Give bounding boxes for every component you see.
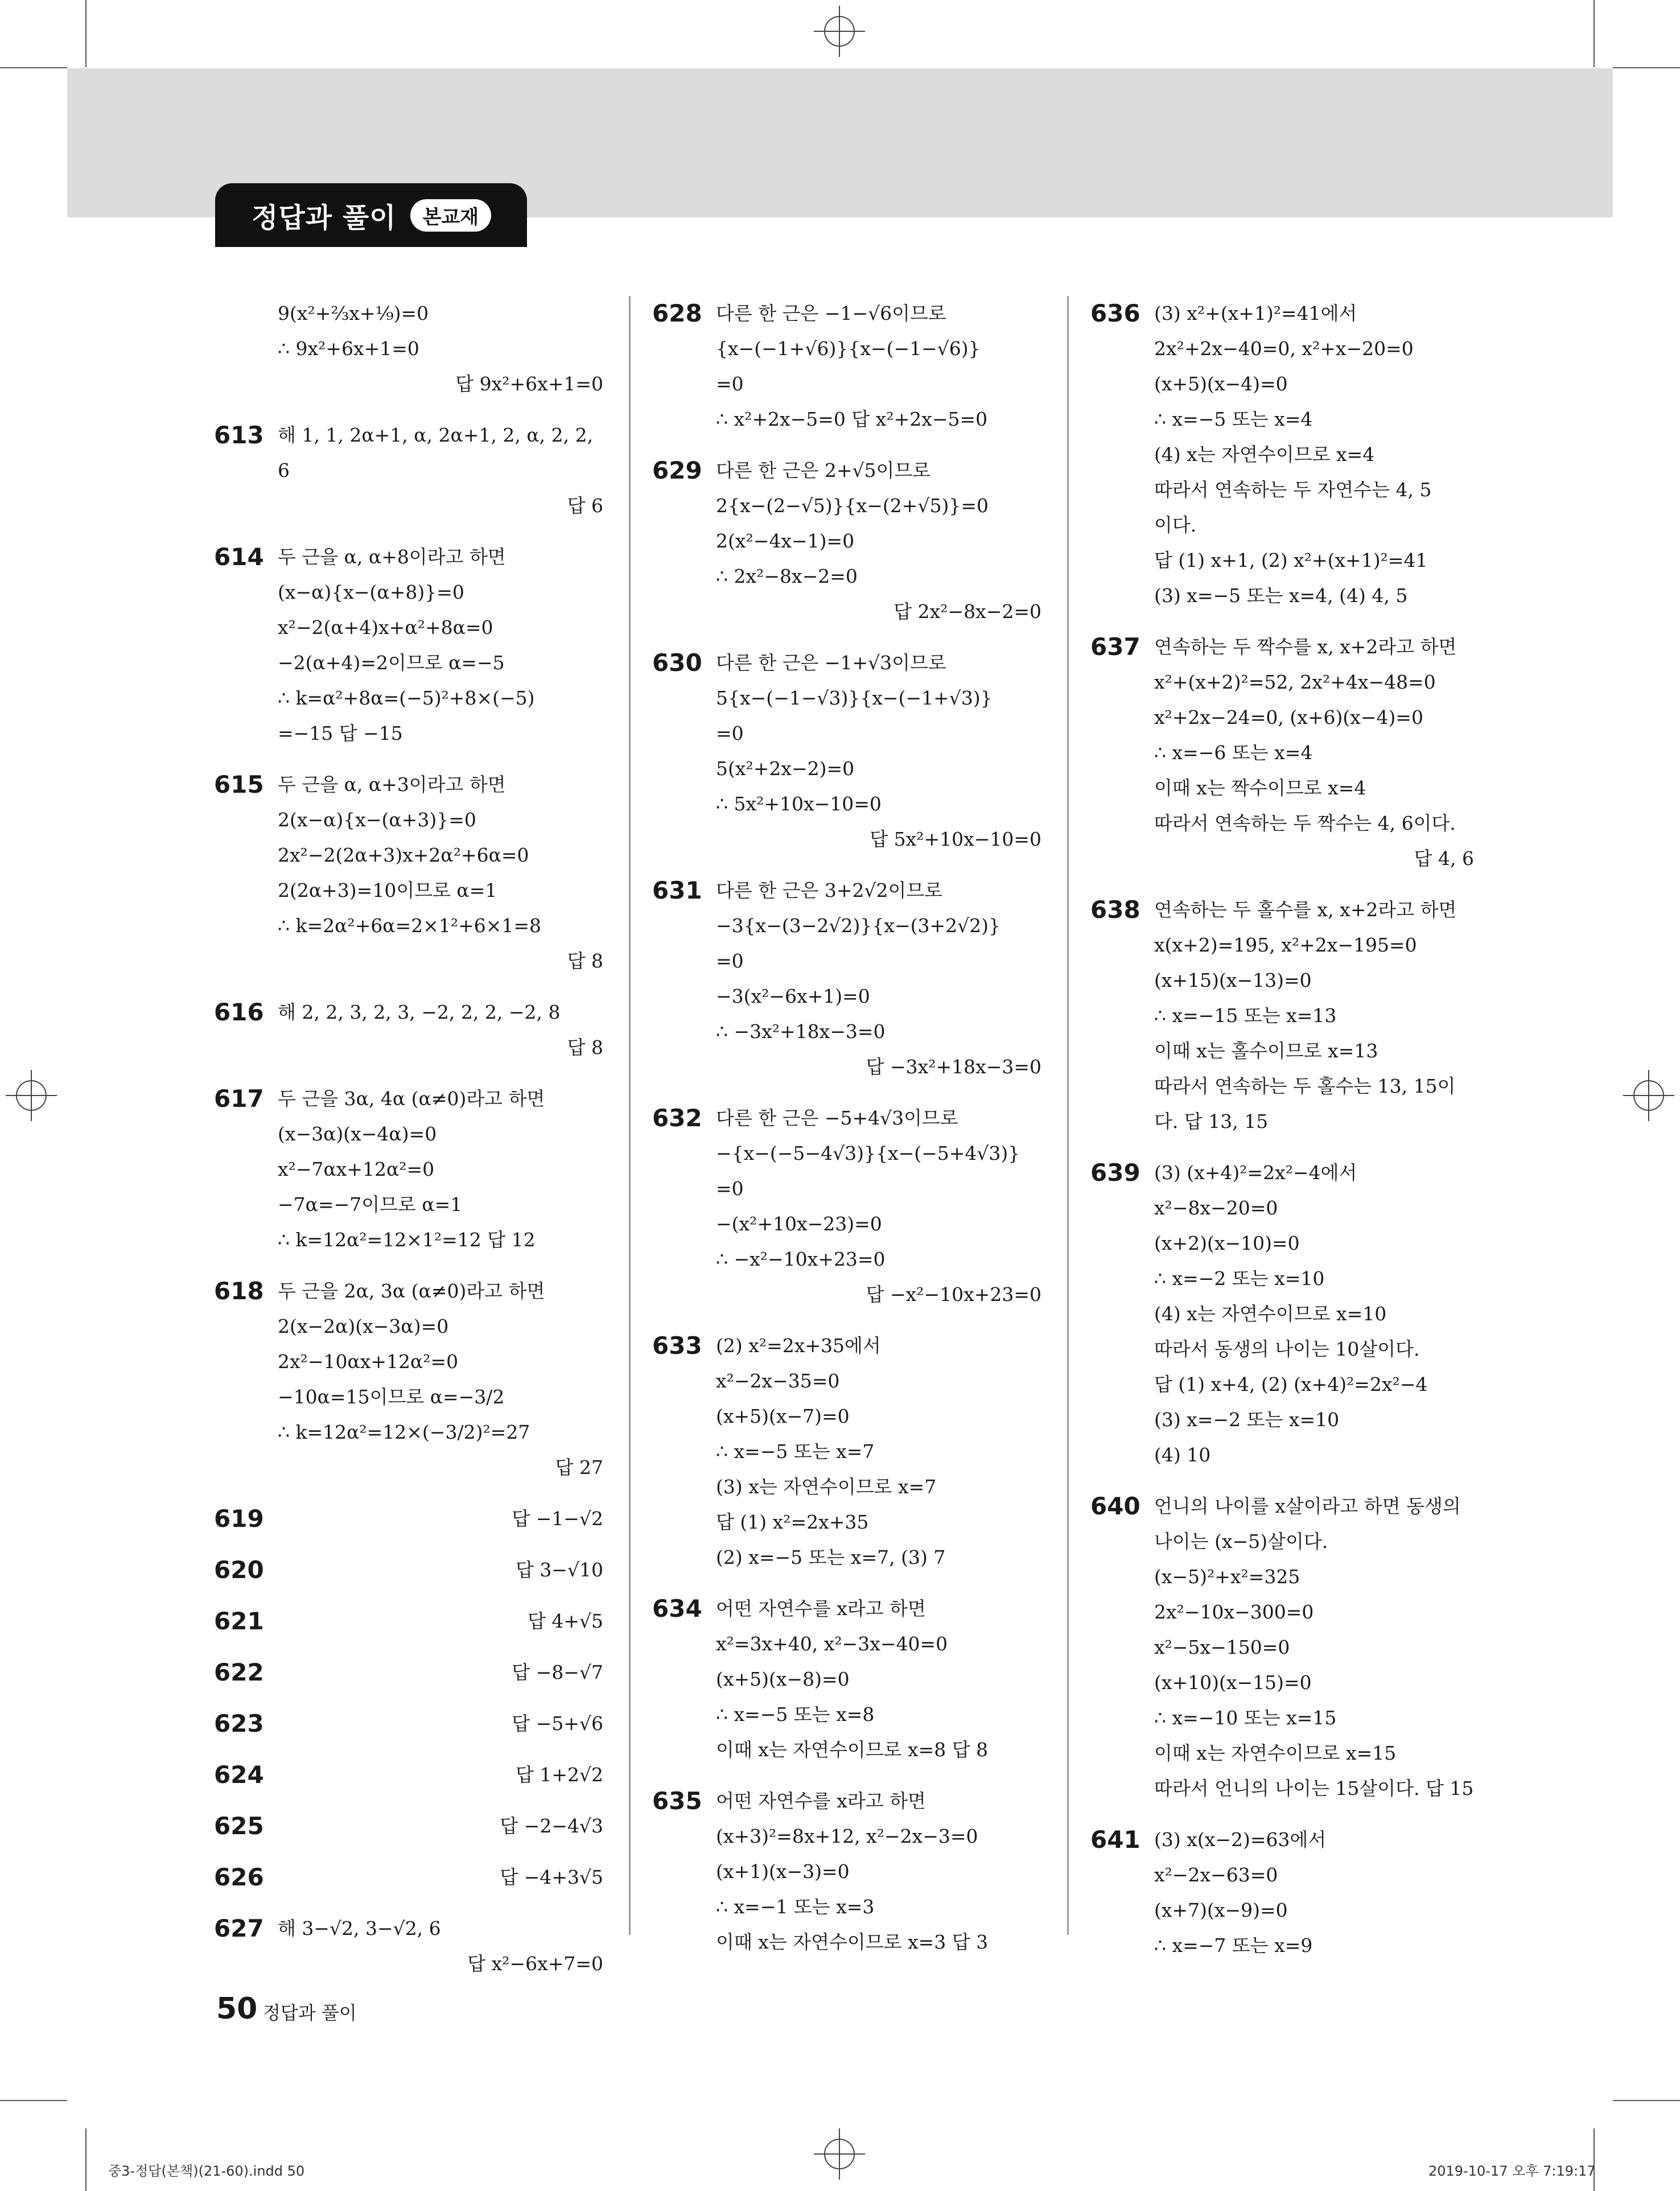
registration-mark-icon [814,2128,865,2180]
registration-mark-icon [814,6,865,57]
answer-line: 답 (1) x²=2x+35 [716,1511,869,1533]
problem-number: 628 [652,299,702,327]
solution-line: ∴ x=−10 또는 x=15 [1154,1707,1337,1729]
answer-item [216,1809,603,1844]
answer-line: 답 5x²+10x−10=0 [870,828,1041,850]
answer-line: 답 4+√5 [527,1610,603,1632]
problem-number: 629 [652,456,702,484]
answer-line: 답 (1) x+1, (2) x²+(x+1)²=41 [1154,549,1428,571]
solution-line: −{x−(−5−4√3)}{x−(−5+4√3)} [716,1142,1020,1164]
solution-line: 어떤 자연수를 x라고 하면 [716,1597,926,1620]
answer-item [216,1081,603,1258]
problem-number: 641 [1090,1826,1140,1854]
solution-line: ∴ k=α²+8α=(−5)²+8×(−5) [278,687,535,709]
answer-item [1090,296,1474,613]
problem-number: 615 [214,771,264,798]
solution-line: (x−3α)(x−4α)=0 [278,1123,437,1145]
solution-line: ∴ −3x²+18x−3=0 [716,1020,886,1043]
problem-number: 630 [652,649,702,677]
problem-number: 639 [1090,1159,1140,1187]
answer-column-1 [216,296,603,1998]
solution-line: 2(2α+3)=10이므로 α=1 [278,879,497,901]
answer-line: 답 2x²−8x−2=0 [893,600,1041,623]
solution-line: 따라서 언니의 나이는 15살이다. 답 15 [1154,1777,1474,1799]
answer-item [216,1911,603,1982]
problem-number: 636 [1090,299,1140,327]
solution-line: ∴ k=12α²=12×(−3/2)²=27 [278,1421,530,1443]
answer-column-3 [1090,296,1474,1979]
solution-line: 이때 x는 자연수이므로 x=8 답 8 [716,1739,989,1761]
solution-line: =−15 답 −15 [278,722,403,744]
solution-line: x²−5x−150=0 [1154,1636,1290,1658]
registration-mark-icon [6,1070,57,1121]
problem-number: 635 [652,1787,702,1815]
solution-line: 연속하는 두 짝수를 x, x+2라고 하면 [1154,636,1457,658]
solution-line: 이때 x는 자연수이므로 x=15 [1154,1742,1397,1764]
solution-line: =0 [716,950,744,972]
solution-line: ∴ x=−1 또는 x=3 [716,1896,875,1918]
solution-line: 2x²−10αx+12α²=0 [278,1350,459,1373]
problem-number: 623 [214,1710,264,1737]
solution-line: 5(x²+2x−2)=0 [716,757,855,780]
solution-line: 따라서 연속하는 두 짝수는 4, 6이다. [1154,812,1456,834]
solution-line: 두 근을 3α, 4α (α≠0)라고 하면 [278,1088,545,1110]
solution-line: x²−2x−35=0 [716,1370,840,1392]
answer-item [216,418,603,524]
solution-line: −3(x²−6x+1)=0 [716,985,870,1007]
answer-line: 답 6 [567,495,603,517]
answer-line: 답 3−√10 [515,1559,603,1581]
solution-line: 2x²−10x−300=0 [1154,1601,1314,1623]
solution-line: (4) x는 자연수이므로 x=4 [1154,443,1375,466]
solution-line: x²−2x−63=0 [1154,1864,1278,1886]
solution-line: ∴ k=2α²+6α=2×1²+6×1=8 [278,915,542,937]
solution-line: ∴ x=−5 또는 x=8 [716,1703,875,1725]
solution-line: −3{x−(3−2√2)}{x−(3+2√2)} [716,915,1000,937]
solution-line: (3) x=−5 또는 x=4, (4) 4, 5 [1154,584,1408,607]
solution-line: ∴ x=−5 또는 x=4 [1154,408,1313,430]
answer-line: 답 4, 6 [1414,847,1474,870]
answer-line: 답 −3x²+18x−3=0 [866,1056,1041,1078]
solution-line: 2x²−2(2α+3)x+2α²+6α=0 [278,844,529,866]
solution-line: 어떤 자연수를 x라고 하면 [716,1790,926,1812]
problem-number: 616 [214,998,264,1026]
solution-line: (3) x(x−2)=63에서 [1154,1828,1327,1851]
solution-line: (4) x는 자연수이므로 x=10 [1154,1303,1387,1325]
solution-line: (2) x=−5 또는 x=7, (3) 7 [716,1546,946,1568]
answer-item [1090,1489,1474,1806]
solution-line: 나이는 (x−5)살이다. [1154,1530,1328,1552]
problem-number: 633 [652,1332,702,1360]
solution-line: 두 근을 2α, 3α (α≠0)라고 하면 [278,1280,545,1302]
problem-number: 634 [652,1595,702,1622]
solution-line: =0 [716,722,744,744]
solution-line: 이때 x는 자연수이므로 x=3 답 3 [716,1931,989,1953]
answer-line: 답 −1−√2 [512,1508,603,1530]
problem-number: 617 [214,1085,264,1113]
crop-mark [1613,2100,1680,2101]
answer-line: 답 27 [555,1456,603,1478]
solution-line: ∴ 5x²+10x−10=0 [716,793,882,815]
solution-line: ∴ −x²−10x+23=0 [716,1248,886,1270]
solution-line: (x−α){x−(α+8)}=0 [278,581,464,603]
answer-item [216,767,603,979]
problem-number: 638 [1090,896,1140,924]
answer-line: 답 8 [567,1036,603,1059]
solution-line: x²+2x−24=0, (x+6)(x−4)=0 [1154,706,1424,728]
solution-line: (x+7)(x−9)=0 [1154,1899,1288,1921]
problem-number: 621 [214,1607,264,1635]
solution-line: −7α=−7이므로 α=1 [278,1193,463,1216]
crop-mark [0,2100,67,2101]
solution-line: 2(x−α){x−(α+3)}=0 [278,809,476,831]
problem-number: 613 [214,421,264,449]
solution-line: x²−8x−20=0 [1154,1197,1278,1219]
solution-line: x²+(x+2)²=52, 2x²+4x−48=0 [1154,671,1436,693]
answer-item [654,1591,1041,1768]
solution-line: (x+10)(x−15)=0 [1154,1671,1312,1694]
solution-line: 이때 x는 짝수이므로 x=4 [1154,777,1366,799]
solution-line: (x+5)(x−4)=0 [1154,373,1288,395]
answer-item [1090,1155,1474,1473]
problem-number: 632 [652,1104,702,1132]
answer-line: 답 −8−√7 [512,1661,603,1683]
solution-line: x²=3x+40, x²−3x−40=0 [716,1633,948,1655]
solution-line: (x−5)²+x²=325 [1154,1566,1300,1588]
solution-line: 6 [278,459,290,481]
solution-line: (x+2)(x−10)=0 [1154,1232,1300,1254]
registration-mark-icon [1623,1070,1674,1121]
answer-item [1090,1822,1474,1963]
solution-line: (x+15)(x−13)=0 [1154,969,1312,991]
answer-item [216,539,603,751]
solution-line: ∴ 2x²−8x−2=0 [716,565,858,587]
solution-line: 2{x−(2−√5)}{x−(2+√5)}=0 [716,495,989,517]
answer-line: 답 1+2√2 [515,1764,603,1786]
solution-line: 해 2, 2, 3, 2, 3, −2, 2, 2, −2, 8 [278,1001,561,1023]
solution-line: 해 3−√2, 3−√2, 6 [278,1917,441,1939]
solution-line: 다른 한 근은 3+2√2이므로 [716,879,943,901]
crop-mark [1613,67,1680,68]
solution-line: (3) (x+4)²=2x²−4에서 [1154,1162,1357,1184]
column-divider [629,296,631,1935]
solution-line: 이때 x는 홀수이므로 x=13 [1154,1040,1378,1062]
solution-line: (x+3)²=8x+12, x²−2x−3=0 [716,1825,978,1847]
problem-number: 618 [214,1277,264,1305]
solution-line: 언니의 나이를 x살이라고 하면 동생의 [1154,1495,1461,1517]
answer-item [654,1328,1041,1575]
answer-item [1090,629,1474,876]
section-title: 정답과 풀이 [252,201,397,234]
solution-line: 이다. [1154,514,1197,536]
solution-line: ∴ x=−15 또는 x=13 [1154,1004,1337,1027]
solution-line: ∴ k=12α²=12×1²=12 답 12 [278,1229,536,1251]
solution-line: ∴ x=−7 또는 x=9 [1154,1934,1313,1957]
solution-line: 따라서 동생의 나이는 10살이다. [1154,1338,1420,1360]
solution-line: (x+5)(x−7)=0 [716,1405,850,1427]
solution-line: 따라서 연속하는 두 자연수는 4, 5 [1154,479,1432,501]
problem-number: 627 [214,1914,264,1942]
column-divider [1067,296,1069,1935]
answer-line: 답 −4+3√5 [500,1866,603,1888]
solution-line: 다른 한 근은 −1+√3이므로 [716,652,946,674]
problem-number: 626 [214,1863,264,1891]
answer-line: 답 −x²−10x+23=0 [866,1283,1041,1305]
solution-line: (3) x²+(x+1)²=41에서 [1154,302,1357,324]
problem-number: 631 [652,876,702,904]
answer-item [216,1604,603,1639]
solution-line: ∴ x=−6 또는 x=4 [1154,742,1313,764]
solution-line: −2(α+4)=2이므로 α=−5 [278,652,505,674]
solution-line: x²−2(α+4)x+α²+8α=0 [278,616,493,639]
solution-line: 9(x²+⅔x+¹⁄₉)=0 [278,302,429,324]
section-tab [215,183,527,247]
section-badge: 본교재 [410,199,492,232]
answer-item [216,1501,603,1537]
solution-line: 두 근을 α, α+3이라고 하면 [278,773,506,796]
answer-line: 답 −5+√6 [512,1712,603,1735]
crop-mark [0,67,67,68]
solution-line: ∴ 9x²+6x+1=0 [278,337,419,360]
answer-line: 답 8 [567,950,603,972]
solution-line: ∴ x=−2 또는 x=10 [1154,1267,1325,1290]
crop-mark [1593,0,1595,67]
solution-line: 해 1, 1, 2α+1, α, 2α+1, 2, α, 2, 2, [278,424,594,446]
solution-line: 2(x−2α)(x−3α)=0 [278,1315,449,1337]
solution-line: (3) x=−2 또는 x=10 [1154,1408,1340,1431]
solution-line: 두 근을 α, α+8이라고 하면 [278,546,506,568]
problem-number: 614 [214,543,264,571]
solution-line: (2) x²=2x+35에서 [716,1335,881,1357]
print-slug-date: 2019-10-17 오후 7:19:17 [1428,2163,1596,2179]
crop-mark [85,2128,87,2191]
solution-line: x(x+2)=195, x²+2x−195=0 [1154,934,1417,956]
crop-mark [85,0,87,67]
answer-line: 답 x²−6x+7=0 [467,1953,603,1975]
answer-item [654,1101,1041,1312]
answer-item [216,296,603,402]
solution-line: (x+5)(x−8)=0 [716,1668,850,1690]
answer-item [654,645,1041,857]
answer-line: 답 9x²+6x+1=0 [455,373,603,395]
print-slug-file: 중3-정답(본책)(21-60).indd 50 [108,2163,305,2179]
solution-line: −(x²+10x−23)=0 [716,1213,882,1235]
problem-number: 640 [1090,1492,1140,1520]
problem-number: 620 [214,1556,264,1584]
answer-item [654,453,1041,629]
solution-line: =0 [716,373,744,395]
solution-line: 5{x−(−1−√3)}{x−(−1+√3)} [716,687,993,709]
solution-line: 따라서 연속하는 두 홀수는 13, 15이 [1154,1075,1456,1097]
solution-line: 다른 한 근은 −5+4√3이므로 [716,1107,958,1129]
solution-line: −10α=15이므로 α=−3/2 [278,1386,505,1408]
answer-item [216,1757,603,1793]
solution-line: 다른 한 근은 −1−√6이므로 [716,302,946,324]
footer-label: 정답과 풀이 [263,2002,357,2024]
problem-number: 624 [214,1761,264,1789]
problem-number: 622 [214,1658,264,1686]
solution-line: 2x²+2x−40=0, x²+x−20=0 [1154,337,1414,360]
solution-line: (x+1)(x−3)=0 [716,1860,850,1883]
answer-item [216,1552,603,1588]
solution-line: x²−7αx+12α²=0 [278,1158,435,1180]
answer-line: 답 (1) x+4, (2) (x+4)²=2x²−4 [1154,1373,1428,1395]
answer-item [216,1706,603,1741]
solution-line: 다. 답 13, 15 [1154,1110,1269,1132]
problem-number: 619 [214,1505,264,1533]
solution-line: 2(x²−4x−1)=0 [716,530,855,552]
solution-line: {x−(−1+√6)}{x−(−1−√6)} [716,337,981,360]
answer-item [654,296,1041,437]
answer-line: 답 −2−4√3 [500,1815,603,1837]
answer-item [1090,892,1474,1139]
answer-item [654,873,1041,1085]
solution-line: (4) 10 [1154,1444,1211,1466]
answer-item [216,1655,603,1690]
answer-item [654,1784,1041,1960]
solution-line: ∴ x=−5 또는 x=7 [716,1440,875,1463]
solution-line: (3) x는 자연수이므로 x=7 [716,1476,937,1498]
answer-item [216,1274,603,1485]
solution-line: 연속하는 두 홀수를 x, x+2라고 하면 [1154,899,1457,921]
problem-number: 637 [1090,633,1140,661]
answer-column-2 [654,296,1041,1976]
solution-line: ∴ x²+2x−5=0 답 x²+2x−5=0 [716,408,988,430]
answer-item [216,995,603,1065]
solution-line: =0 [716,1177,744,1200]
page-number: 50 [216,1992,258,2026]
answer-item [216,1860,603,1895]
solution-line: 다른 한 근은 2+√5이므로 [716,459,931,481]
problem-number: 625 [214,1812,264,1840]
